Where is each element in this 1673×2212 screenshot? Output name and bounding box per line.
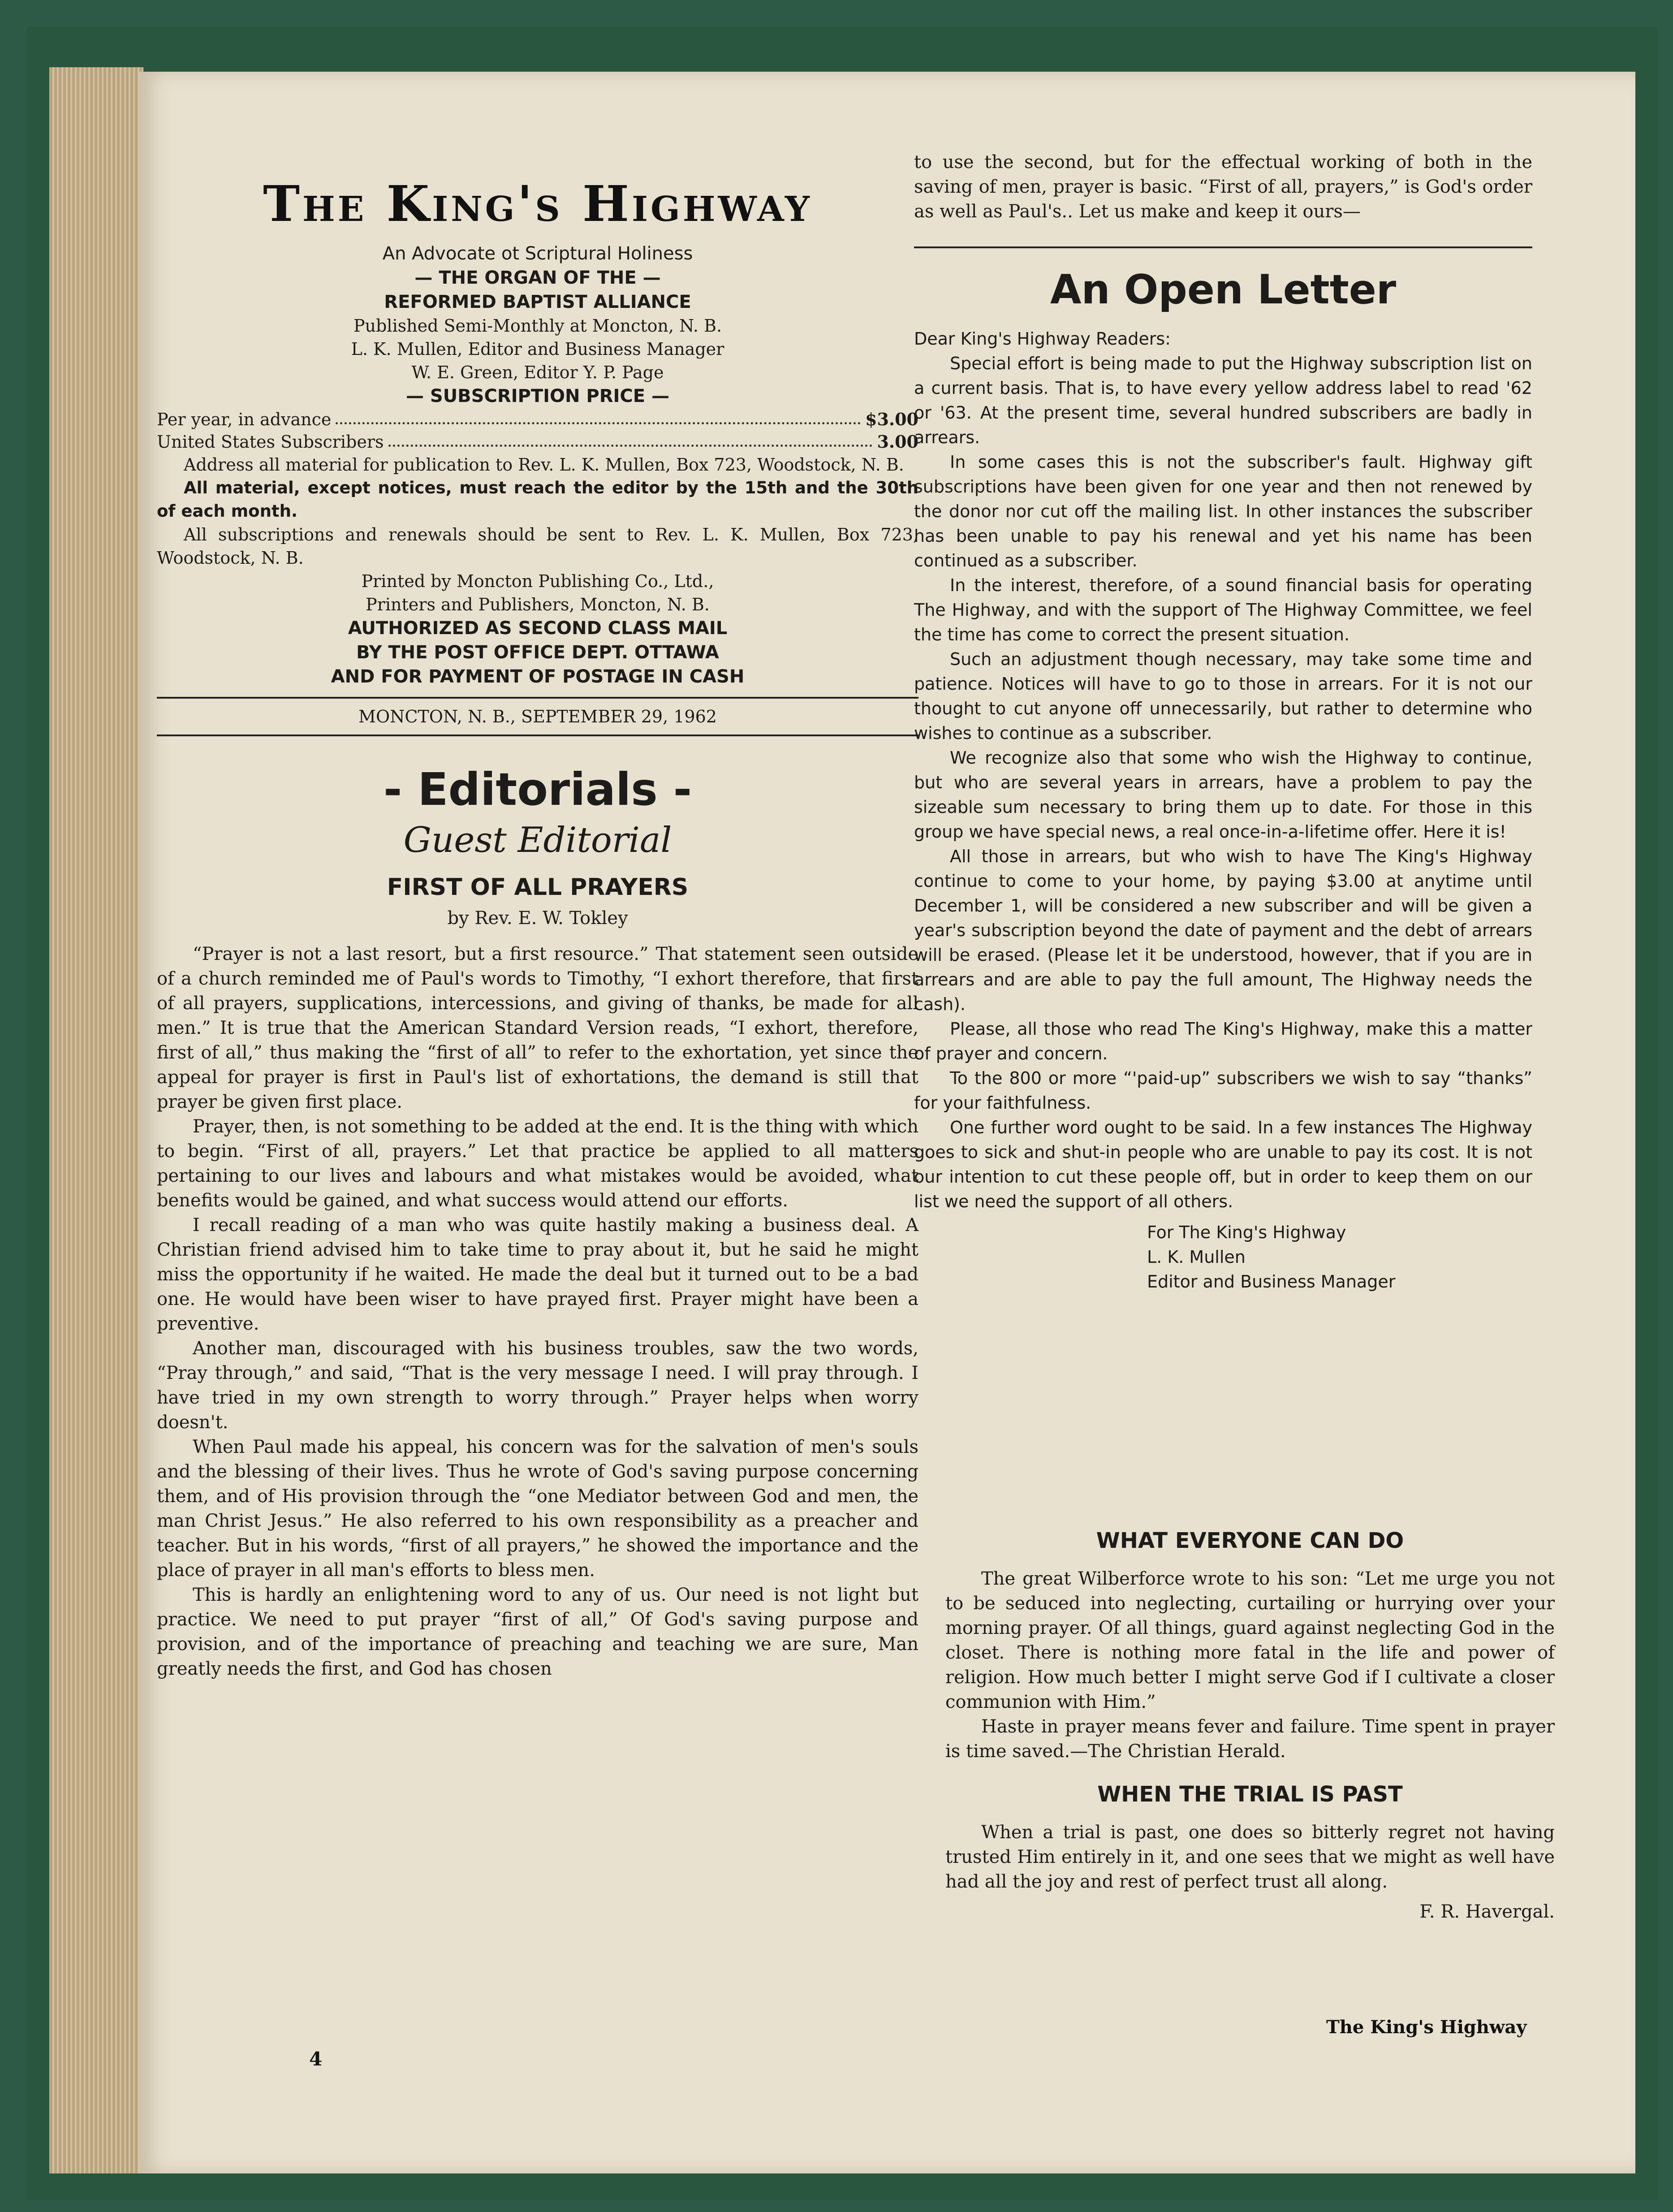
masthead-authorized-2: BY THE POST OFFICE DEPT. OTTAWA <box>356 642 719 663</box>
paragraph: All those in arrears, but who wish to have The King's Highway continue to come to your home, by paying $3.00 at anytime until December 1, will be considered a new subscriber and will be given a year's subscription beyond the date of payment and the debt of arrears will be erased. (Please let it be understood, however, that if you are in arrears and are able to pay the full amount, The Highway needs the cash). <box>914 847 1532 1014</box>
open-letter <box>914 266 1532 1294</box>
masthead-organ-line: — THE ORGAN OF THE — <box>414 268 661 288</box>
guest-heading: Guest Editorial <box>403 820 672 860</box>
price-row <box>157 408 918 431</box>
price-row <box>157 431 918 453</box>
divider <box>914 246 1532 248</box>
masthead-editor: L. K. Mullen, Editor and Business Manager <box>351 339 724 359</box>
leader-dots <box>336 408 861 424</box>
byline: by Rev. E. W. Tokley <box>447 908 628 929</box>
signature-line: For The King's Highway <box>1147 1223 1346 1242</box>
masthead-authorized-1: AUTHORIZED AS SECOND CLASS MAIL <box>348 618 728 639</box>
dateline: MONCTON, N. B., SEPTEMBER 29, 1962 <box>358 707 717 726</box>
editorial <box>157 763 918 1681</box>
masthead-printers: Printers and Publishers, Moncton, N. B. <box>366 595 710 614</box>
masthead <box>157 175 918 736</box>
paragraph: One further word ought to be said. In a few instances The Highway goes to sick and shut-in people who are unable to pay its cost. It is not our intention to cut these people off, but in order to keep them on our list we need the support of all others. <box>914 1118 1532 1211</box>
paragraph: When a trial is past, one does so bitterly regret not having trusted Him entirely in it, and one sees that we might as well have had all the joy and rest of perfect trust all along. <box>945 1822 1555 1892</box>
paragraph: “Prayer is not a last resort, but a first resource.” That statement seen outside of a church reminded me of Paul's words to Timothy, “I exhort therefore, that first of all prayers, supplications, intercessions, and giving of thanks, be made for all men.” It is true that the American Standard Version reads, “I exhort, therefore, first of all,” thus making the “first of all” to refer to the exhortation, yet since the appeal for prayer is first in Paul's list of exhortations, the demand is still that prayer be given first place. <box>157 944 918 1112</box>
leader-dots <box>388 431 873 447</box>
masthead-tagline: An Advocate ot Scriptural Holiness <box>382 243 693 264</box>
attribution: F. R. Havergal. <box>1419 1901 1555 1922</box>
paragraph: We recognize also that some who wish the Highway to continue, but who are several years in arrears, have a problem to pay the sizeable sum necessary to bring them up to date. For those in this group we have special news, a real once-in-a-lifetime offer. Here it is! <box>914 748 1532 842</box>
article-headline: FIRST OF ALL PRAYERS <box>387 874 689 901</box>
paragraph: Such an adjustment though necessary, may take some time and patience. Notices will have to go to those in arrears. For it is not our thought to cut anyone off unnecessarily, but rather to determine who wishes to continue as a subscriber. <box>914 649 1532 743</box>
paragraph: To the 800 or more “'paid-up” subscribers we wish to say “thanks” for your faithfulness. <box>914 1068 1532 1113</box>
paragraph: The great Wilberforce wrote to his son: “Let me urge you not to be seduced into neglecting, curtailing or hurrying over your morning prayer. Of all things, guard against neglecting God in the closet. There is nothing more fatal in the life and power of religion. How much better I might serve God if I cultivate a closer communion with Him.” <box>945 1568 1555 1712</box>
everyone-heading: WHAT EVERYONE CAN DO <box>1096 1528 1404 1553</box>
salutation: Dear King's Highway Readers: <box>914 329 1171 349</box>
paragraph: Prayer, then, is not something to be added at the end. It is the thing with which to begin. “First of all, prayers.” Let that practice be applied to all matters pertaining to our lives and labours and what mistakes would be avoided, what benefits would be gained, and what success would attend our efforts. <box>157 1116 918 1211</box>
price-label: United States Subscribers <box>157 432 384 452</box>
section-title: - Editorials - <box>383 763 692 816</box>
masthead-published: Published Semi-Monthly at Moncton, N. B. <box>353 316 722 336</box>
right-column <box>914 150 1532 1294</box>
price-value: 3.00 <box>877 432 918 452</box>
signature-line: L. K. Mullen <box>1147 1247 1246 1267</box>
masthead-yp-editor: W. E. Green, Editor Y. P. Page <box>411 363 664 382</box>
masthead-title: The King's Highway <box>263 175 812 233</box>
editorial-continuation: to use the second, but for the effectual working of both in the saving of men, prayer is basic. “First of all, prayers,” is God's order as well as Paul's.. Let us make and keep it ours— <box>914 152 1532 222</box>
masthead-authorized-3: AND FOR PAYMENT OF POSTAGE IN CASH <box>331 666 745 687</box>
letter-title: An Open Letter <box>1050 266 1397 313</box>
bottom-column <box>945 1510 1555 1922</box>
left-column <box>157 134 918 1681</box>
masthead-alliance: REFORMED BAPTIST ALLIANCE <box>384 292 691 312</box>
divider <box>157 697 918 699</box>
divider <box>157 734 918 736</box>
paragraph: Please, all those who read The King's Highway, make this a matter of prayer and concern. <box>914 1019 1532 1063</box>
paragraph: Special effort is being made to put the Highway subscription list on a current basis. That is, to have every yellow address label to read '62 or '63. At the present time, several hundred subscribers are badly in arrears. <box>914 354 1532 447</box>
paragraph: Another man, discouraged with his business troubles, saw the two words, “Pray through,” and said, “That is the very message I need. I will pray through. I have tried in my own strength to worry through.” Prayer helps when worry doesn't. <box>157 1338 918 1433</box>
signature-line: Editor and Business Manager <box>1147 1272 1396 1292</box>
trial-heading: WHEN THE TRIAL IS PAST <box>1097 1782 1403 1807</box>
paragraph: In the interest, therefore, of a sound financial basis for operating The Highway, and with the support of The Highway Committee, we feel the time has come to correct the present situation. <box>914 575 1532 644</box>
paragraph: When Paul made his appeal, his concern was for the salvation of men's souls and the blessing of their lives. Thus he wrote of God's saving purpose concerning them, and of His provision through the “one Mediator between God and men, the man Christ Jesus.” He also referred to his own responsibility as a preacher and teacher. But in his words, “first of all prayers,” he showed the importance and the place of prayer in all man's efforts to bless men. <box>157 1437 918 1581</box>
masthead-address: Address all material for publication to Rev. L. K. Mullen, Box 723, Woodstock, N. B. <box>184 455 904 475</box>
price-heading: — SUBSCRIPTION PRICE — <box>405 386 670 406</box>
masthead-renewals: All subscriptions and renewals should be sent to Rev. L. K. Mullen, Box 723, Woodstock, N. B. <box>157 525 918 568</box>
page-number: 4 <box>309 2048 323 2070</box>
paragraph: I recall reading of a man who was quite hastily making a business deal. A Christian friend advised him to take time to pray about it, but he said he might miss the opportunity if he waited. He made the deal but it turned out to be a bad one. He would have been wiser to have prayed first. Prayer might have been a preventive. <box>157 1215 918 1334</box>
price-label: Per year, in advance <box>157 410 332 429</box>
paragraph: This is hardly an enlightening word to any of us. Our need is not light but practice. We need to put prayer “first of all,” Of God's saving purpose and provision, and of the importance of preaching and teaching we are sure, Man greatly needs the first, and God has chosen <box>157 1585 918 1679</box>
page-edges <box>49 67 143 2173</box>
paragraph: In some cases this is not the subscriber's fault. Highway gift subscriptions have been given for one year and then not renewed by the donor nor cut off the mailing list. In other instances the subscriber has been unable to pay his renewal and yet his name has been continued as a subscriber. <box>914 452 1532 570</box>
masthead-printed-by: Printed by Moncton Publishing Co., Ltd., <box>361 571 714 591</box>
price-value: $3.00 <box>865 409 918 429</box>
footer-publication: The King's Highway <box>1326 2017 1527 2038</box>
paragraph: Haste in prayer means fever and failure. Time spent in prayer is time saved.—The Christian Herald. <box>945 1716 1555 1762</box>
masthead-deadline: All material, except notices, must reach the editor by the 15th and the 30th of each month. <box>157 478 918 521</box>
